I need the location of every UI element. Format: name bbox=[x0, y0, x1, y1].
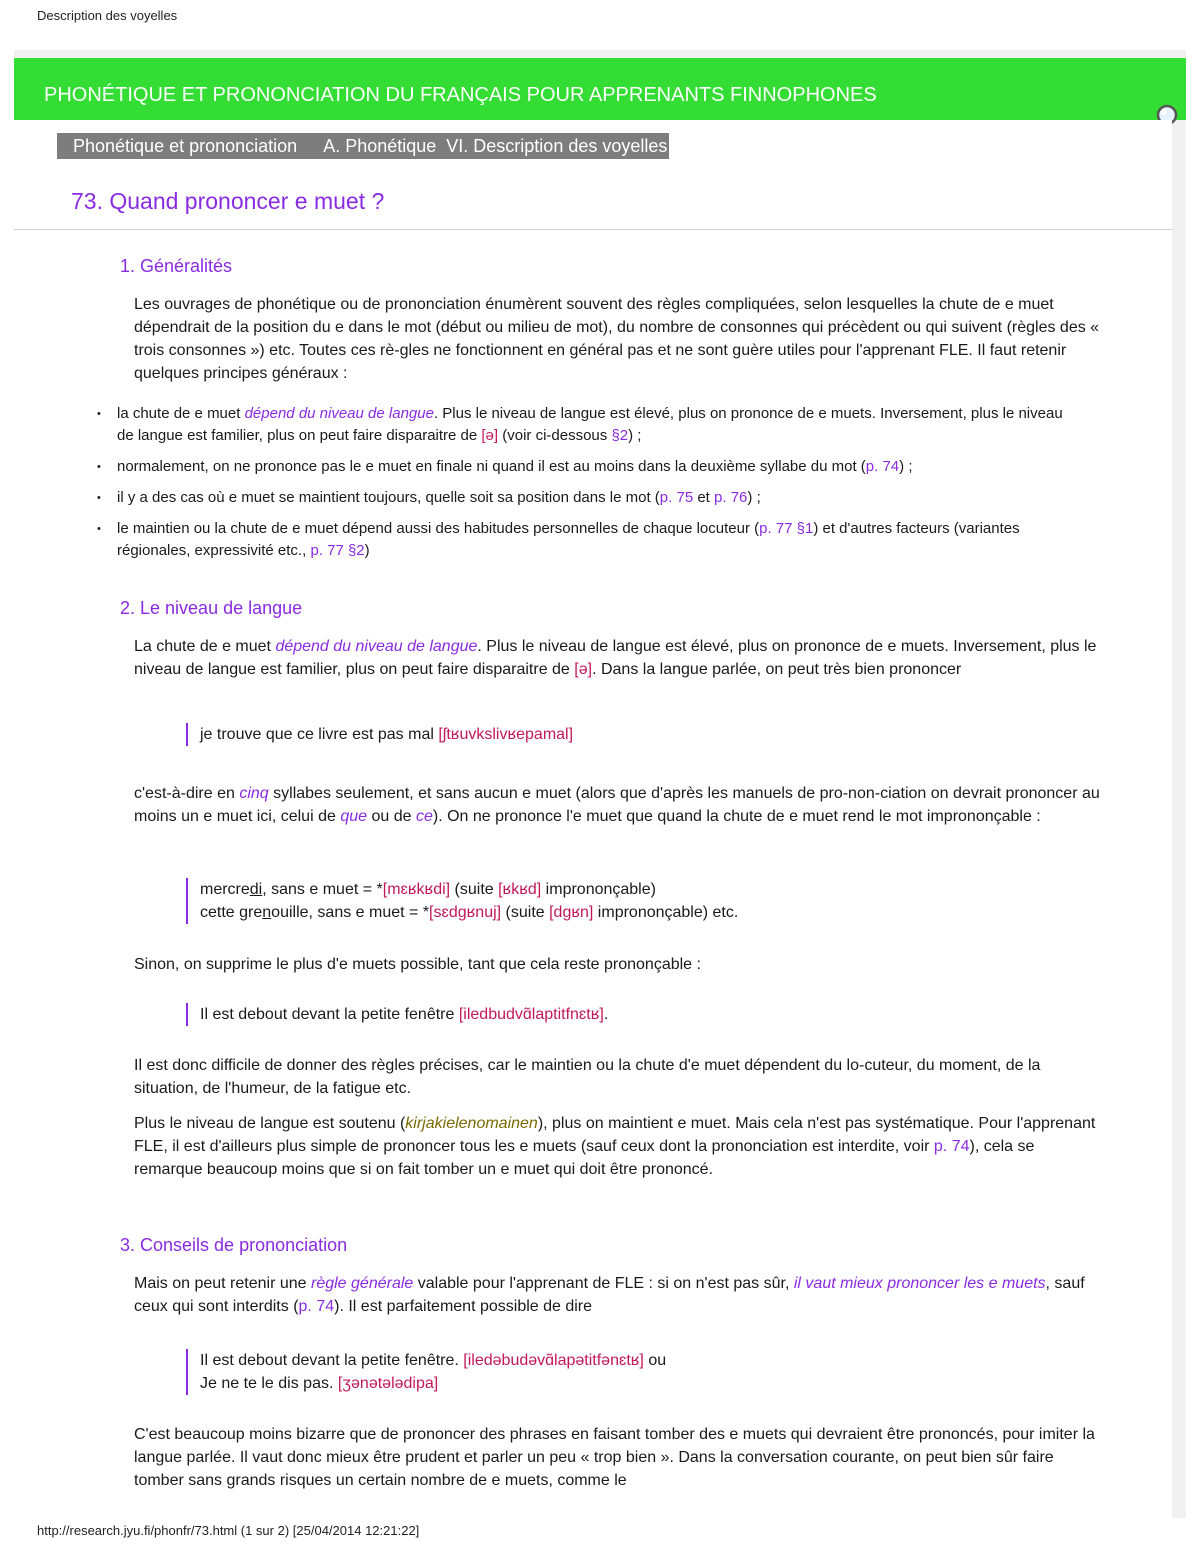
divider bbox=[14, 229, 1172, 230]
page-link[interactable]: p. 74 bbox=[933, 1138, 970, 1155]
site-title: PHONÉTIQUE ET PRONONCIATION DU FRANÇAIS POUR APPRENANTS FINNOPHONES bbox=[44, 84, 877, 106]
page-link[interactable]: p. 76 bbox=[714, 489, 748, 506]
paragraph: Les ouvrages de phonétique ou de prononciation énumèrent souvent des règles compliquées, selon lesquelles la chute de e muet dépendrait de la position du e dans le mot (début ou milieu de mot), du nombre de consonnes qui précèdent ou qui suivent (règles des « trois consonnes ») etc. Toutes ces rè-gles ne fonctionnent en général pas et ne sont guère utiles pour l'apprenant FLE. Il faut retenir quelques principes généraux : bbox=[134, 296, 1100, 382]
site-banner bbox=[14, 58, 1186, 120]
list-item: • la chute de e muet dépend du niveau de langue. Plus le niveau de langue est élevé, plus on prononce de e muets. Inversement, plus le niveau de langue est familier, plus on peut faire disparaitre de [ə] (voir ci-dessous §2) ; bbox=[104, 403, 1064, 447]
paragraph: C'est beaucoup moins bizarre que de prononcer des phrases en faisant tomber des e muets qui devraient être prononcés, pour imiter la langue parlée. Il vaut donc mieux être prudent et parler un peu « trop bien ». Dans la conversation courante, on peut bien sûr faire tomber sans grands risques un certain nombre de e muets, comme le bbox=[134, 1426, 1095, 1489]
page-link[interactable]: p. 75 bbox=[659, 489, 694, 506]
breadcrumb-item[interactable]: A. Phonétique bbox=[323, 136, 437, 156]
print-footer: http://research.jyu.fi/phonfr/73.html (1 sur 2) [25/04/2014 12:21:22] bbox=[37, 1523, 420, 1538]
list-item: • il y a des cas où e muet se maintient toujours, quelle soit sa position dans le mot (p. 75 et p. 76) ; bbox=[104, 487, 1064, 509]
page-link[interactable]: p. 77 §2 bbox=[310, 542, 365, 559]
rules-list bbox=[104, 403, 1064, 571]
example-quote bbox=[186, 878, 738, 924]
example-quote: je trouve que ce livre est pas mal [ʃtʁuvkslivʁepamal] bbox=[186, 723, 573, 746]
breadcrumb-item[interactable]: Phonétique et prononciation bbox=[73, 136, 298, 156]
example-line: cette grenouille, sans e muet = *[sɛdgʁnuj] (suite [dgʁn] imprononçable) etc. bbox=[200, 904, 739, 921]
print-header: Description des voyelles bbox=[37, 8, 178, 23]
list-item: • normalement, on ne prononce pas le e muet en finale ni quand il est au moins dans la deuxième syllabe du mot (p. 74) ; bbox=[104, 456, 1064, 478]
breadcrumb bbox=[57, 133, 669, 159]
main-content bbox=[14, 120, 1172, 1518]
example-line: Il est debout devant la petite fenêtre. [iledəbudəvɑ̃lapətitfənɛtʁ] ou bbox=[200, 1352, 667, 1369]
paragraph: Il est donc difficile de donner des règles précises, car le maintien ou la chute d'e muet dépendent du lo-cuteur, du moment, de la situation, de l'humeur, de la fatigue etc. bbox=[134, 1057, 1041, 1097]
section-heading: 3. Conseils de prononciation bbox=[120, 1235, 348, 1255]
example-quote bbox=[186, 1349, 666, 1395]
page-link[interactable]: p. 74 bbox=[298, 1298, 335, 1315]
example-quote: Il est debout devant la petite fenêtre [iledbudvɑ̃laptitfnɛtʁ]. bbox=[186, 1003, 608, 1026]
example-line: Je ne te le dis pas. [ʒənətələdipa] bbox=[200, 1375, 439, 1392]
paragraph: Plus le niveau de langue est soutenu (kirjakielenomainen), plus on maintient e muet. Mais cela n'est pas systématique. Pour l'apprenant FLE, il est d'ailleurs plus simple de prononcer tous les e muets (sauf ceux dont la prononciation est interdite, voir p. 74), cela se remarque beaucoup moins que si on fait tomber un e muet qui doit être prononcé. bbox=[134, 1115, 1096, 1178]
section-link[interactable]: §2 bbox=[611, 427, 629, 444]
page-frame bbox=[14, 50, 1186, 1518]
section-heading: 2. Le niveau de langue bbox=[120, 598, 303, 618]
example-line: mercredi, sans e muet = *[mɛʁkʁdi] (suite [ʁkʁd] imprononçable) bbox=[200, 881, 656, 898]
page-link[interactable]: p. 77 §1 bbox=[759, 520, 814, 537]
breadcrumb-item[interactable]: VI. Description des voyelles bbox=[446, 136, 668, 156]
paragraph: La chute de e muet dépend du niveau de langue. Plus le niveau de langue est élevé, plus on prononce de e muets. Inversement, plus le niveau de langue est familier, plus on peut faire disparaitre de [ə]. Dans la langue parlée, on peut très bien prononcer bbox=[134, 638, 1097, 678]
paragraph: Sinon, on supprime le plus d'e muets possible, tant que cela reste prononçable : bbox=[134, 956, 701, 973]
page-title: 73. Quand prononcer e muet ? bbox=[71, 188, 385, 214]
page-link[interactable]: p. 74 bbox=[865, 458, 900, 475]
paragraph: c'est-à-dire en cinq syllabes seulement, et sans aucun e muet (alors que d'après les manuels de pro-non-ciation on devrait prononcer au moins un e muet ici, celui de que ou de ce). On ne prononce l'e muet que quand la chute de e muet rend le mot imprononçable : bbox=[134, 785, 1100, 825]
section-heading: 1. Généralités bbox=[120, 256, 233, 276]
list-item: • le maintien ou la chute de e muet dépend aussi des habitudes personnelles de chaque locuteur (p. 77 §1) et d'autres facteurs (variantes régionales, expressivité etc., p. 77 §2) bbox=[104, 518, 1064, 562]
paragraph: Mais on peut retenir une règle générale valable pour l'apprenant de FLE : si on n'est pas sûr, il vaut mieux prononcer les e muets, sauf ceux qui sont interdits (p. 74). Il est parfaitement possible de dire bbox=[134, 1275, 1085, 1315]
